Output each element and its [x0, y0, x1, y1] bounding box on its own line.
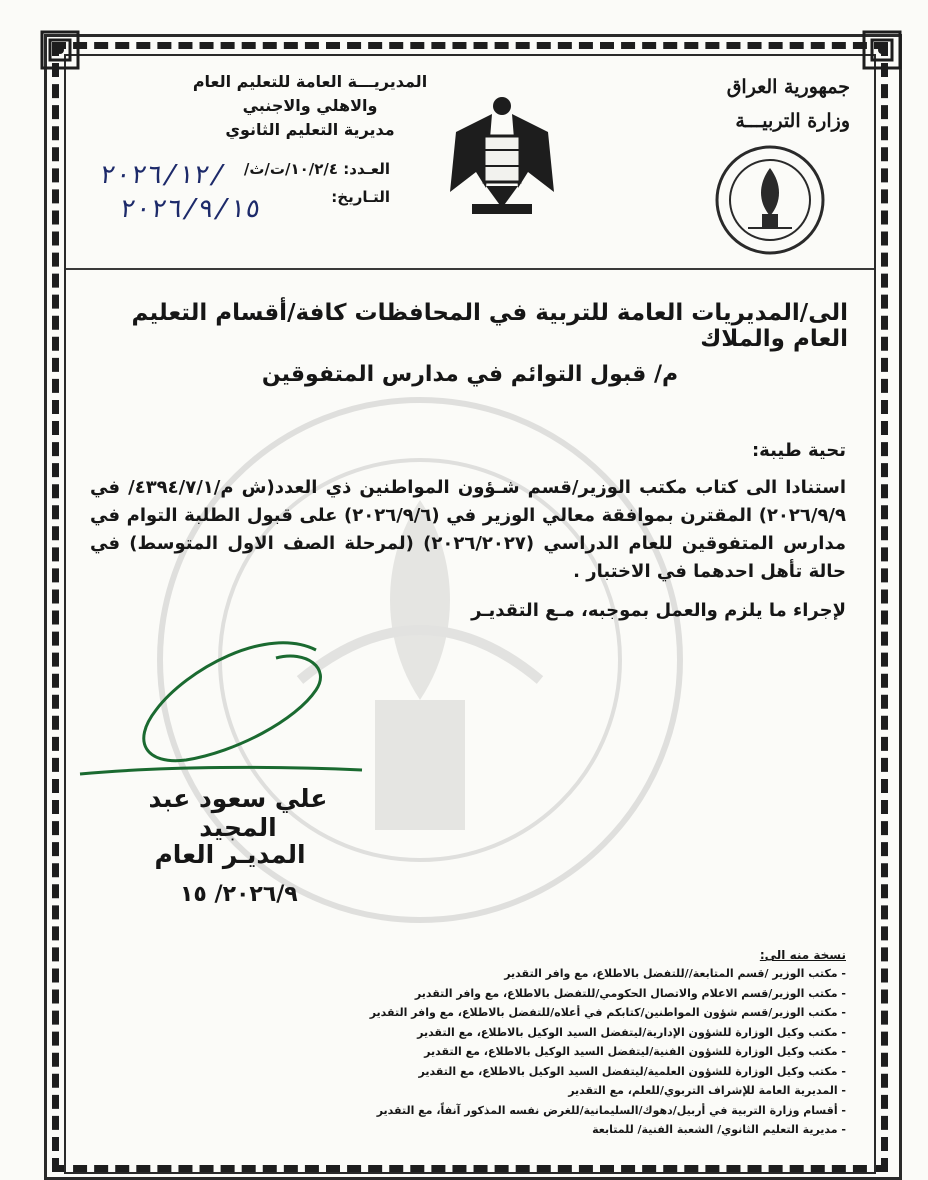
reference-number-label: العـدد: — [343, 160, 390, 178]
list-item: - مكتب وكيل الوزارة للشؤون الإدارية/ليتفضل السيد الوكيل بالاطلاع، مع التقدير — [417, 1025, 846, 1039]
directorate-line-2: والاهلي والاجنبي — [242, 96, 378, 115]
reference-number-handwritten: ٢٠٢٦/١٢/ — [97, 160, 228, 190]
country-name: جمهورية العراق — [726, 76, 850, 98]
signatory-name: علي سعود عبد المجيد — [148, 784, 328, 842]
list-item: - مكتب الوزير/قسم الاعلام والاتصال الحكومي/للتفضل بالاطلاع، مع وافر التقدير — [414, 986, 846, 1000]
list-item: - مكتب وكيل الوزارة للشؤون العلمية/ليتفضل السيد الوكيل بالاطلاع، مع التقدير — [418, 1064, 846, 1078]
list-item: - مديرية التعليم الثانوي/ الشعبة الفنية/ للمتابعة — [592, 1123, 846, 1136]
list-item: - المديرية العامة للإشراف التربوي/للعلم، مع التقدير — [568, 1084, 846, 1097]
body-paragraph: استنادا الى كتاب مكتب الوزير/قسم شـؤون المواطنين ذي العدد(ش م/٤٣٩٤/٧/١/ في ٢٠٢٦/٩/٩) المقترن بموافقة معالي الوزير في (٢٠٢٦/٩/٦) على قبول الطلبة التوام في مدارس المتفوقين للعام الدراسي (٢٠٢٦/٢٠٢٧) (لمرحلة الصف الاول المتوسط) في حالة تأهل احدهما في الاختبار . — [90, 477, 846, 582]
signature-date: ٢٠٢٦/٩/ ١٥ — [180, 882, 298, 907]
reference-date-label: التـاريخ: — [331, 188, 390, 206]
header-divider — [66, 268, 874, 270]
addressee: الى/المديريات العامة للتربية في المحافظات كافة/أقسام التعليم العام والملاك — [131, 300, 848, 352]
reference-number — [244, 160, 390, 178]
greeting: تحية طيبة: — [751, 440, 846, 461]
copies-list — [146, 964, 846, 1140]
subject-line: م/ قبول التوائم في مدارس المتفوقين — [261, 362, 679, 387]
reference-date-handwritten: ٢٠٢٦/٩/١٥ — [117, 194, 263, 224]
header-republic — [610, 70, 850, 138]
list-item: - مكتب الوزير /قسم المتابعة//للتفضل بالاطلاع، مع وافر التقدير — [504, 967, 846, 980]
list-item: - أقسام وزارة التربية في أربيل/دهوك/السليمانية/للغرض نفسه المذكور آنفاً، مع التقدير — [376, 1103, 846, 1117]
list-item: - مكتب وكيل الوزارة للشؤون الفنية/ليتفضل السيد الوكيل بالاطلاع، مع التقدير — [424, 1045, 846, 1058]
list-item: - مكتب الوزير/قسم شؤون المواطنين/كتابكم في أعلاه/للتفضل بالاطلاع، مع وافر التقدير — [369, 1006, 846, 1019]
signatory-title: المديـر العام — [154, 840, 306, 869]
corner-ornament-right — [862, 30, 902, 70]
directorate-line-1: المديريـــة العامة للتعليم العام — [192, 72, 428, 91]
handwritten-signature-icon — [76, 630, 366, 780]
reference-number-value: ١٠/٢/٤/ت/ث/ — [243, 160, 339, 178]
corner-ornament-left — [40, 30, 80, 70]
directorate-line-3: مديرية التعليم الثانوي — [225, 120, 395, 139]
iraq-eagle-emblem-icon — [446, 92, 558, 220]
header-directorate — [190, 70, 430, 142]
copies-heading: نسخة منه الى: — [759, 948, 846, 962]
closing-line: لإجراء ما يلزم والعمل بموجبه، مـع التقديـر — [471, 600, 846, 621]
ministry-name: وزارة التربيـــة — [735, 110, 850, 132]
ministry-seal-icon — [714, 144, 826, 256]
